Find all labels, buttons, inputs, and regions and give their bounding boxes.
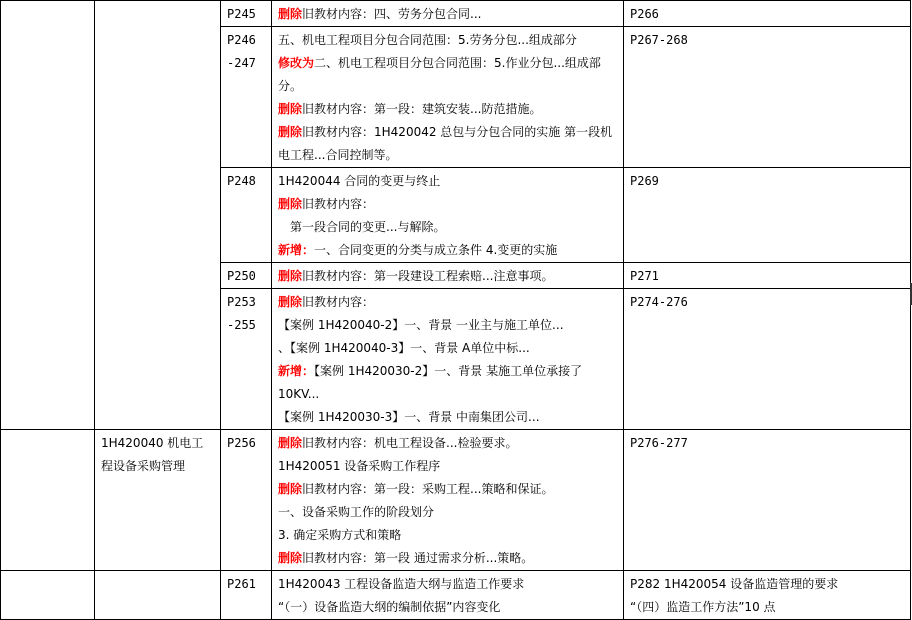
new-page-cell: P274-276 (624, 289, 911, 430)
blank-cell (1, 571, 95, 620)
change-text: 旧教材内容：第一段建设工程索赔...注意事项。 (302, 269, 554, 283)
change-line (278, 432, 617, 455)
change-keyword: 删除 (278, 295, 303, 309)
change-keyword: 删除 (278, 482, 303, 496)
change-text: 一、合同变更的分类与成立条件 4.变更的实施 (314, 243, 558, 257)
change-text: 一、设备采购工作的阶段划分 (278, 505, 435, 519)
change-line (278, 360, 617, 406)
change-text: 1H420044 合同的变更与终止 (278, 174, 441, 188)
change-keyword: 修改为 (278, 56, 315, 70)
new-page-cell: P271 (624, 263, 911, 289)
change-cell (272, 430, 624, 571)
change-text: 二、机电工程项目分包合同范围：5.作业分包...组成部分。 (278, 56, 601, 93)
new-page-line: P282 1H420054 设备监造管理的要求 (630, 577, 839, 591)
change-line (278, 98, 617, 121)
change-keyword: 删除 (278, 125, 303, 139)
change-line (278, 121, 617, 167)
change-keyword: 删除 (278, 551, 303, 565)
new-page-cell: P269 (624, 168, 911, 263)
change-keyword: 删除 (278, 7, 303, 21)
new-page-cell (624, 571, 911, 620)
change-text: 旧教材内容： (302, 295, 375, 309)
change-text: “（一）设备监造大纲的编制依据”内容变化 (278, 600, 501, 614)
change-line (278, 501, 617, 524)
change-line (278, 406, 617, 429)
change-cell (272, 168, 624, 263)
change-keyword: 新增： (278, 364, 315, 378)
change-text: 旧教材内容：四、劳务分包合同... (302, 7, 482, 21)
section-cell (95, 571, 221, 620)
change-line (278, 455, 617, 478)
change-keyword: 删除 (278, 197, 303, 211)
change-line (278, 216, 617, 239)
section-cell (95, 1, 221, 430)
change-text: 1H420051 设备采购工作程序 (278, 459, 441, 473)
blank-cell (1, 1, 95, 430)
change-text: 第一段合同的变更...与解除。 (290, 220, 446, 234)
blank-cell (1, 430, 95, 571)
change-text: 3. 确定采购方式和策略 (278, 528, 402, 542)
table-row (1, 571, 911, 620)
new-page-cell: P267-268 (624, 27, 911, 168)
change-line (278, 314, 617, 337)
change-text: 【案例 1H420030-3】一、背景 中南集团公司... (278, 410, 540, 424)
change-line (278, 52, 617, 98)
change-line (278, 265, 617, 288)
change-keyword: 删除 (278, 436, 303, 450)
new-page-cell: P276-277 (624, 430, 911, 571)
change-keyword: 删除 (278, 102, 303, 116)
change-line (278, 337, 617, 360)
change-cell (272, 1, 624, 27)
change-line (278, 29, 617, 52)
change-line (278, 596, 617, 619)
change-text: 五、机电工程项目分包合同范围：5.劳务分包...组成部分 (278, 33, 577, 47)
change-cell (272, 263, 624, 289)
change-text: 【案例 1H420030-2】一、背景 某施工单位承接了10KV... (278, 364, 583, 401)
old-page-cell: P248 (221, 168, 272, 263)
change-cell (272, 571, 624, 620)
new-page-cell: P266 (624, 1, 911, 27)
change-cell (272, 289, 624, 430)
change-text: 旧教材内容：第一段 通过需求分析...策略。 (302, 551, 534, 565)
change-text: 旧教材内容：机电工程设备...检验要求。 (302, 436, 518, 450)
old-page-cell: P261 (221, 571, 272, 620)
change-keyword: 新增： (278, 243, 315, 257)
change-text: 旧教材内容：第一段：建筑安装...防范措施。 (302, 102, 542, 116)
change-line (278, 573, 617, 596)
change-line (278, 193, 617, 216)
change-text: 【案例 1H420040-2】一、背景 一业主与施工单位... (278, 318, 564, 332)
old-page-cell: P246-247 (221, 27, 272, 168)
change-line (278, 524, 617, 547)
change-line (278, 547, 617, 570)
old-page-cell: P256 (221, 430, 272, 571)
new-page-line: “（四）监造工作方法”10 点 (630, 600, 776, 614)
old-page-cell: P245 (221, 1, 272, 27)
change-text: 1H420043 工程设备监造大纲与监造工作要求 (278, 577, 525, 591)
old-page-cell: P253-255 (221, 289, 272, 430)
change-line (278, 478, 617, 501)
change-line (278, 239, 617, 262)
table-row (1, 1, 911, 27)
section-title: 1H420040 机电工程设备采购管理 (101, 436, 204, 473)
section-cell (95, 430, 221, 571)
old-page-cell: P250 (221, 263, 272, 289)
change-text: 、【案例 1H420040-3】一、背景 A单位中标... (278, 341, 530, 355)
change-keyword: 删除 (278, 269, 303, 283)
change-text: 旧教材内容：1H420042 总包与分包合同的实施 第一段机电工程...合同控制等。 (278, 125, 613, 162)
change-text: 旧教材内容： (302, 197, 375, 211)
change-line (278, 291, 617, 314)
change-text: 旧教材内容：第一段：采购工程...策略和保证。 (302, 482, 554, 496)
table-row (1, 430, 911, 571)
change-line (278, 170, 617, 193)
change-cell (272, 27, 624, 168)
